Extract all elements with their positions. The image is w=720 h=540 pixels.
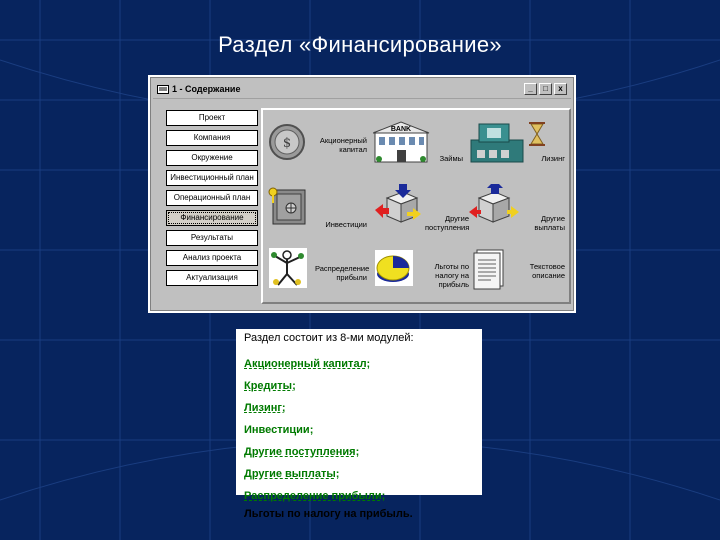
outgoing-cube-icon (469, 184, 519, 228)
menu-button-operating-plan[interactable]: Операционный план (166, 190, 258, 206)
module-label: Другие поступления (425, 214, 470, 232)
module-label: Другие выплаты (534, 214, 565, 232)
module-other-income[interactable] (373, 180, 469, 238)
menu-button-project[interactable]: Проект (166, 110, 258, 126)
module-label: Текстовое описание (529, 262, 565, 280)
financing-modules-panel (261, 108, 571, 304)
minimize-button[interactable]: _ (524, 83, 537, 95)
list-item (244, 376, 474, 394)
section-menu (166, 110, 260, 290)
incoming-cube-icon (373, 184, 423, 228)
window-app-icon (157, 84, 169, 94)
window-body (150, 77, 574, 311)
modules-link-list (244, 354, 474, 520)
module-label: Акционерный капитал (319, 136, 367, 154)
list-item (244, 442, 474, 460)
slide-title: Раздел «Финансирование» (218, 32, 502, 57)
text-investments: Инвестиции; (244, 424, 314, 436)
list-item (244, 420, 474, 438)
document-icon (469, 246, 513, 290)
pie-icon (373, 246, 417, 290)
list-item (244, 464, 474, 482)
list-item (244, 398, 474, 416)
module-profit-distribution[interactable] (267, 242, 370, 300)
coin-icon (267, 120, 311, 164)
module-investments[interactable] (267, 180, 367, 238)
window-titlebar[interactable] (153, 80, 571, 99)
notes-intro: Раздел состоит из 8-ми модулей: (244, 332, 414, 344)
bank-icon-text: BANK (390, 126, 412, 133)
link-other-income[interactable]: Другие поступления; (244, 446, 360, 458)
link-equity-capital[interactable]: Акционерный капитал; (244, 358, 371, 370)
module-label: Займы (439, 154, 463, 163)
window-title: 1 - Содержание (172, 84, 241, 94)
menu-button-investment-plan[interactable]: Инвестиционный план (166, 170, 258, 186)
module-other-payments[interactable] (469, 180, 565, 238)
module-text-description[interactable] (469, 242, 565, 300)
figure-icon (267, 246, 311, 290)
list-item (244, 354, 474, 372)
module-label: Лизинг (541, 154, 565, 163)
module-label: Льготы по налогу на прибыль (434, 262, 469, 289)
menu-button-financing[interactable]: Финансирование (166, 210, 258, 226)
module-label: Инвестиции (325, 220, 367, 229)
menu-button-results[interactable]: Результаты (166, 230, 258, 246)
safe-icon (267, 184, 311, 228)
module-leasing[interactable] (469, 116, 565, 174)
menu-button-update[interactable]: Актуализация (166, 270, 258, 286)
module-tax-benefits[interactable] (373, 242, 469, 300)
link-other-payments[interactable]: Другие выплаты; (244, 468, 340, 480)
list-item (244, 486, 474, 504)
link-leasing[interactable]: Лизинг; (244, 402, 286, 414)
maximize-button[interactable]: □ (539, 83, 552, 95)
close-button[interactable]: x (554, 83, 567, 95)
module-equity-capital[interactable] (267, 116, 367, 174)
app-window (148, 75, 576, 313)
menu-button-environment[interactable]: Окружение (166, 150, 258, 166)
text-tax-benefits: Льготы по налогу на прибыль. (244, 508, 413, 520)
menu-button-project-analysis[interactable]: Анализ проекта (166, 250, 258, 266)
link-profit-distribution[interactable]: Распределение прибыли; (244, 490, 386, 502)
module-loans[interactable] (373, 116, 463, 174)
modules-note-box (236, 329, 482, 520)
svg-text:$: $ (282, 136, 292, 151)
link-credits[interactable]: Кредиты; (244, 380, 296, 392)
module-label: Распределение прибыли (315, 264, 370, 282)
menu-button-company[interactable]: Компания (166, 130, 258, 146)
